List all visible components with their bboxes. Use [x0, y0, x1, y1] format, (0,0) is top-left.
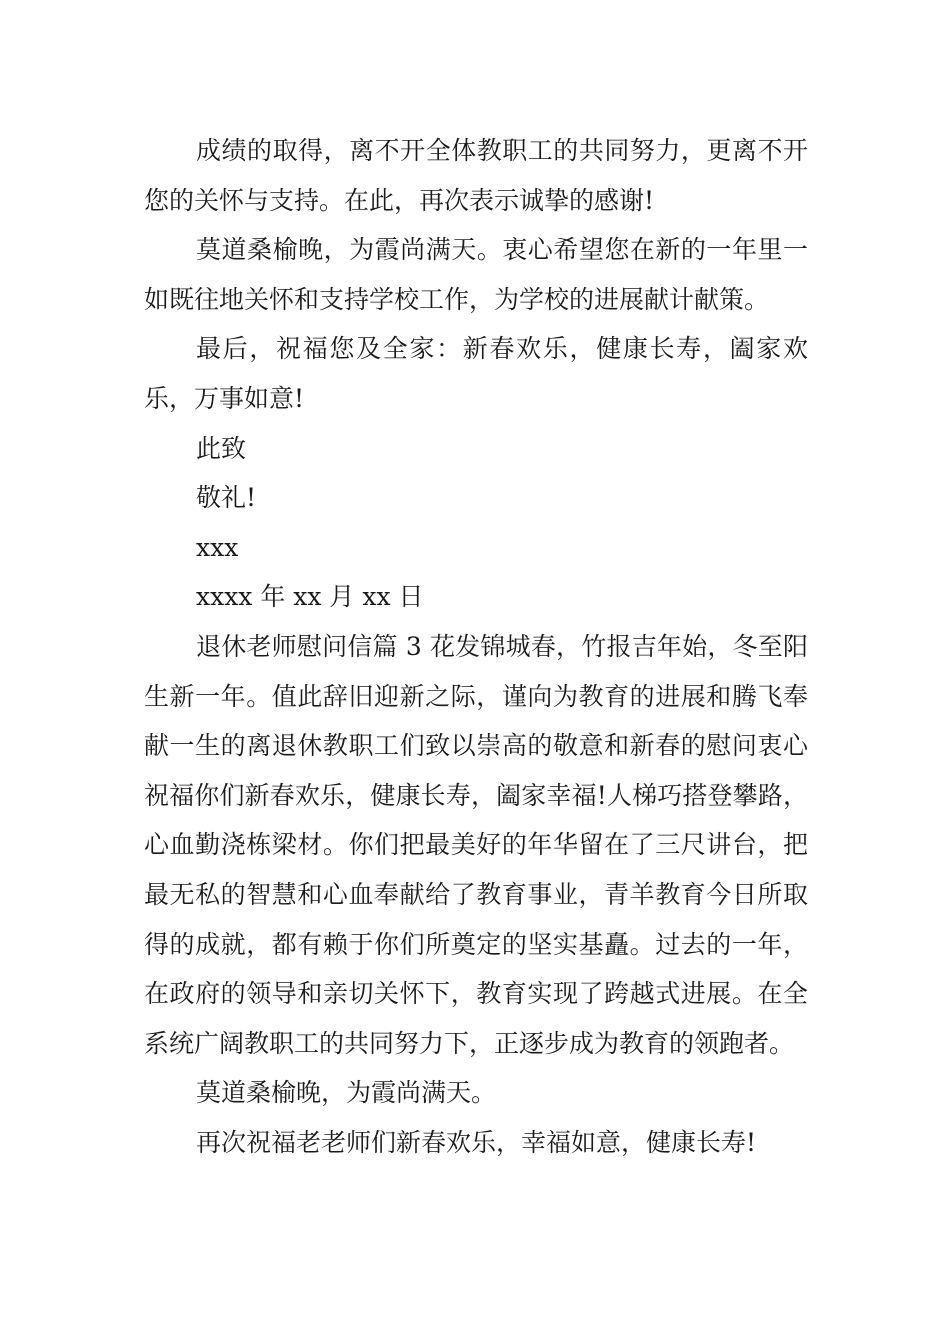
date-line: xxxx 年 xx 月 xx 日	[196, 582, 424, 612]
paragraph-letter-3: 退休老师慰问信篇 3 花发锦城春，竹报吉年始，冬至阳生新一年。值此辞旧迎新之际，谨向为教育的进展和腾飞奉献一生的离退休教职工们致以崇高的敬意和新春的慰问衷心祝福你们新春欢乐，健康长寿，阖家幸福!人梯巧搭登攀路，心血勤浇栋梁材。你们把最美好的年华留在了三尺讲台，把最无私的智慧和心血奉献给了教育事业，青羊教育今日所取得的成就，都有赖于你们所奠定的坚实基矗。过去的一年，在政府的领导和亲切关怀下，教育实现了跨越式进展。在全系统广阔教职工的共同努力下，正逐步成为教育的领跑者。	[144, 631, 808, 1058]
paragraph-blessing: 最后，祝福您及全家：新春欢乐，健康长寿，阖家欢乐，万事如意!	[144, 334, 808, 413]
closing-respect: 敬礼!	[196, 483, 257, 513]
paragraph-final-wishes: 再次祝福老老师们新春欢乐，幸福如意，健康长寿!	[196, 1127, 757, 1157]
paragraph-poem: 莫道桑榆晚，为霞尚满天。	[196, 1078, 497, 1108]
signature: xxx	[196, 532, 239, 562]
paragraph-wishes: 莫道桑榆晚，为霞尚满天。衷心希望您在新的一年里一如既往地关怀和支持学校工作，为学校的进展献计献策。	[144, 235, 808, 314]
paragraph-gratitude: 成绩的取得，离不开全体教职工的共同努力，更离不开您的关怀与支持。在此，再次表示诚挚的感谢!	[144, 136, 808, 215]
closing-salutation: 此致	[196, 433, 247, 463]
letter-body	[144, 126, 808, 1167]
